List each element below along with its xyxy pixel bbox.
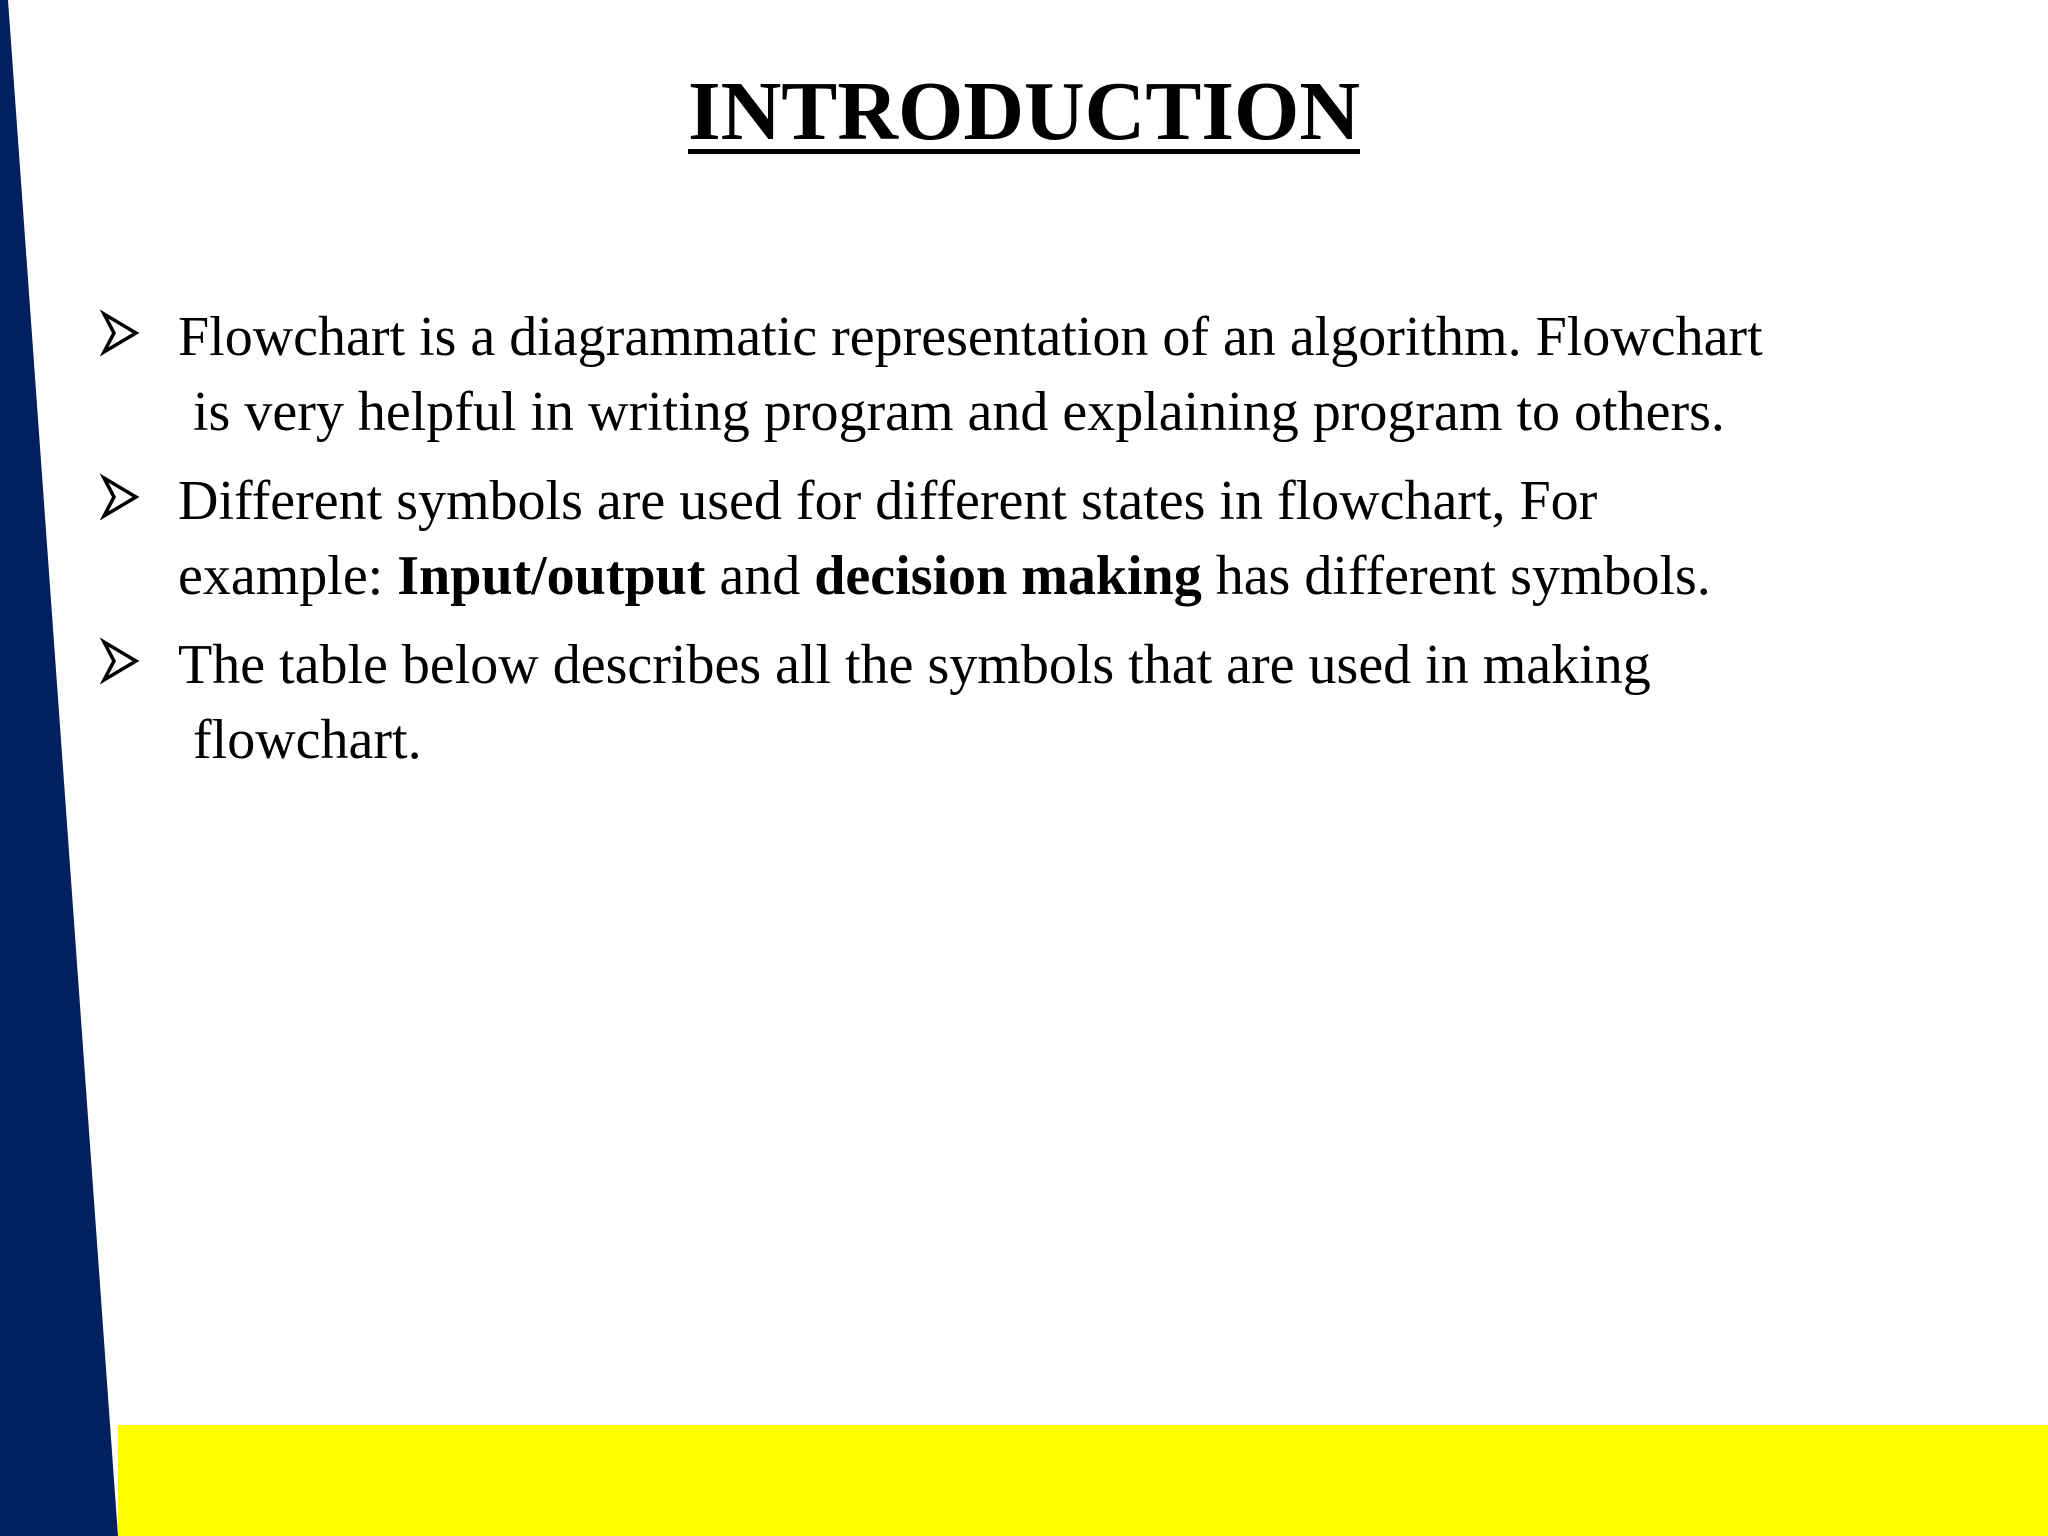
bullet-line: is very helpful in writing program and explaining program to others.	[193, 381, 1725, 443]
bold-term-decision-making: decision making	[814, 545, 1202, 607]
bold-term-input-output: Input/output	[397, 545, 706, 607]
bullet-item	[100, 628, 2000, 778]
bullet-line	[178, 539, 2000, 614]
bullet-line: Different symbols are used for different states in flowchart, For	[178, 470, 1598, 532]
bullet-item	[100, 300, 2000, 450]
bullet-line: flowchart.	[193, 709, 422, 771]
arrowhead-bullet-icon	[100, 472, 140, 522]
bullet-text: example:	[178, 545, 398, 607]
arrowhead-bullet-icon	[100, 308, 140, 358]
bullet-line: Flowchart is a diagrammatic representation of an algorithm. Flowchart	[178, 306, 1763, 368]
slide-title-text: INTRODUCTION	[687, 65, 1361, 158]
bullet-list	[100, 300, 2000, 792]
bottom-decorative-band	[118, 1425, 2048, 1536]
bullet-text: and	[705, 545, 815, 607]
bullet-item	[100, 464, 2000, 614]
slide-title	[0, 62, 2048, 162]
arrowhead-bullet-icon	[100, 636, 140, 686]
bullet-text: has different symbols.	[1201, 545, 1711, 607]
bullet-line: The table below describes all the symbols that are used in making	[178, 634, 1651, 696]
